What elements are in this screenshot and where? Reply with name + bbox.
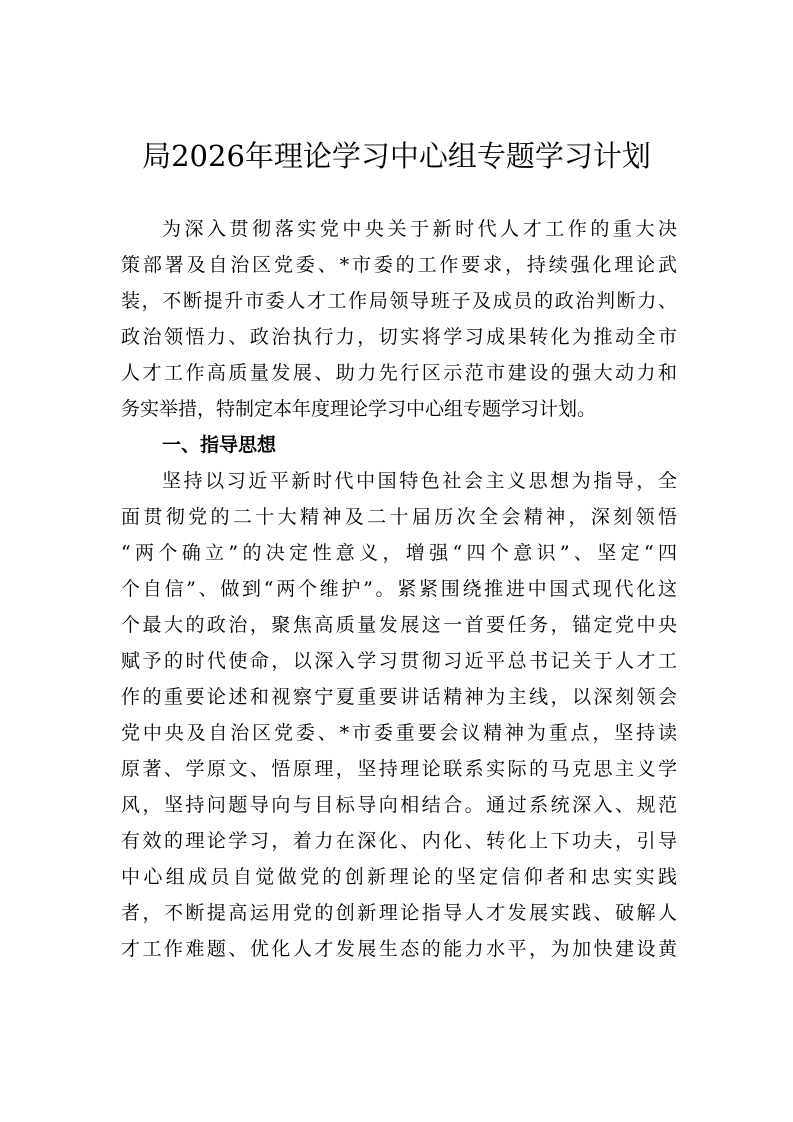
paragraph-line: 策部署及自治区党委、*市委的工作要求，持续强化理论武 bbox=[121, 254, 677, 276]
paragraph-line: 才工作难题、优化人才发展生态的能力水平，为加快建设黄 bbox=[121, 938, 677, 960]
paragraph-line: 务实举措，特制定本年度理论学习中心组专题学习计划。 bbox=[121, 398, 597, 420]
paragraph-line: 原著、学原文、悟原理，坚持理论联系实际的马克思主义学 bbox=[121, 758, 677, 780]
paragraph-line: 风，坚持问题导向与目标导向相结合。通过系统深入、规范 bbox=[121, 794, 677, 816]
document-title: 局2026年理论学习中心组专题学习计划 bbox=[142, 139, 651, 173]
paragraph-line: 政治领悟力、政治执行力，切实将学习成果转化为推动全市 bbox=[121, 326, 677, 348]
paragraph-line: 人才工作高质量发展、助力先行区示范市建设的强大动力和 bbox=[121, 362, 677, 384]
paragraph-line: 作的重要论述和视察宁夏重要讲话精神为主线，以深刻领会 bbox=[121, 686, 677, 708]
paragraph-line: 赋予的时代使命，以深入学习贯彻习近平总书记关于人才工 bbox=[121, 650, 677, 672]
paragraph-line: 党中央及自治区党委、*市委重要会议精神为重点，坚持读 bbox=[121, 722, 677, 744]
paragraph-line: 个自信”、做到“两个维护”。紧紧围绕推进中国式现代化这 bbox=[121, 578, 677, 600]
paragraph-line: 者，不断提高运用党的创新理论指导人才发展实践、破解人 bbox=[121, 902, 677, 924]
paragraph-line: 面贯彻党的二十大精神及二十届历次全会精神，深刻领悟 bbox=[121, 506, 677, 528]
paragraph-line: 有效的理论学习，着力在深化、内化、转化上下功夫，引导 bbox=[121, 830, 677, 852]
paragraph-line: “两个确立”的决定性意义，增强“四个意识”、坚定“四 bbox=[121, 542, 677, 564]
intro-paragraph bbox=[121, 211, 677, 967]
paragraph-line: 坚持以习近平新时代中国特色社会主义思想为指导，全 bbox=[162, 470, 677, 492]
paragraph-line: 装，不断提升市委人才工作局领导班子及成员的政治判断力、 bbox=[121, 290, 677, 312]
section-heading: 一、指导思想 bbox=[162, 434, 277, 456]
paragraph-line: 为深入贯彻落实党中央关于新时代人才工作的重大决 bbox=[162, 218, 677, 240]
paragraph-line: 中心组成员自觉做党的创新理论的坚定信仰者和忠实实践 bbox=[121, 866, 677, 888]
paragraph-line: 个最大的政治，聚焦高质量发展这一首要任务，锚定党中央 bbox=[121, 614, 677, 636]
